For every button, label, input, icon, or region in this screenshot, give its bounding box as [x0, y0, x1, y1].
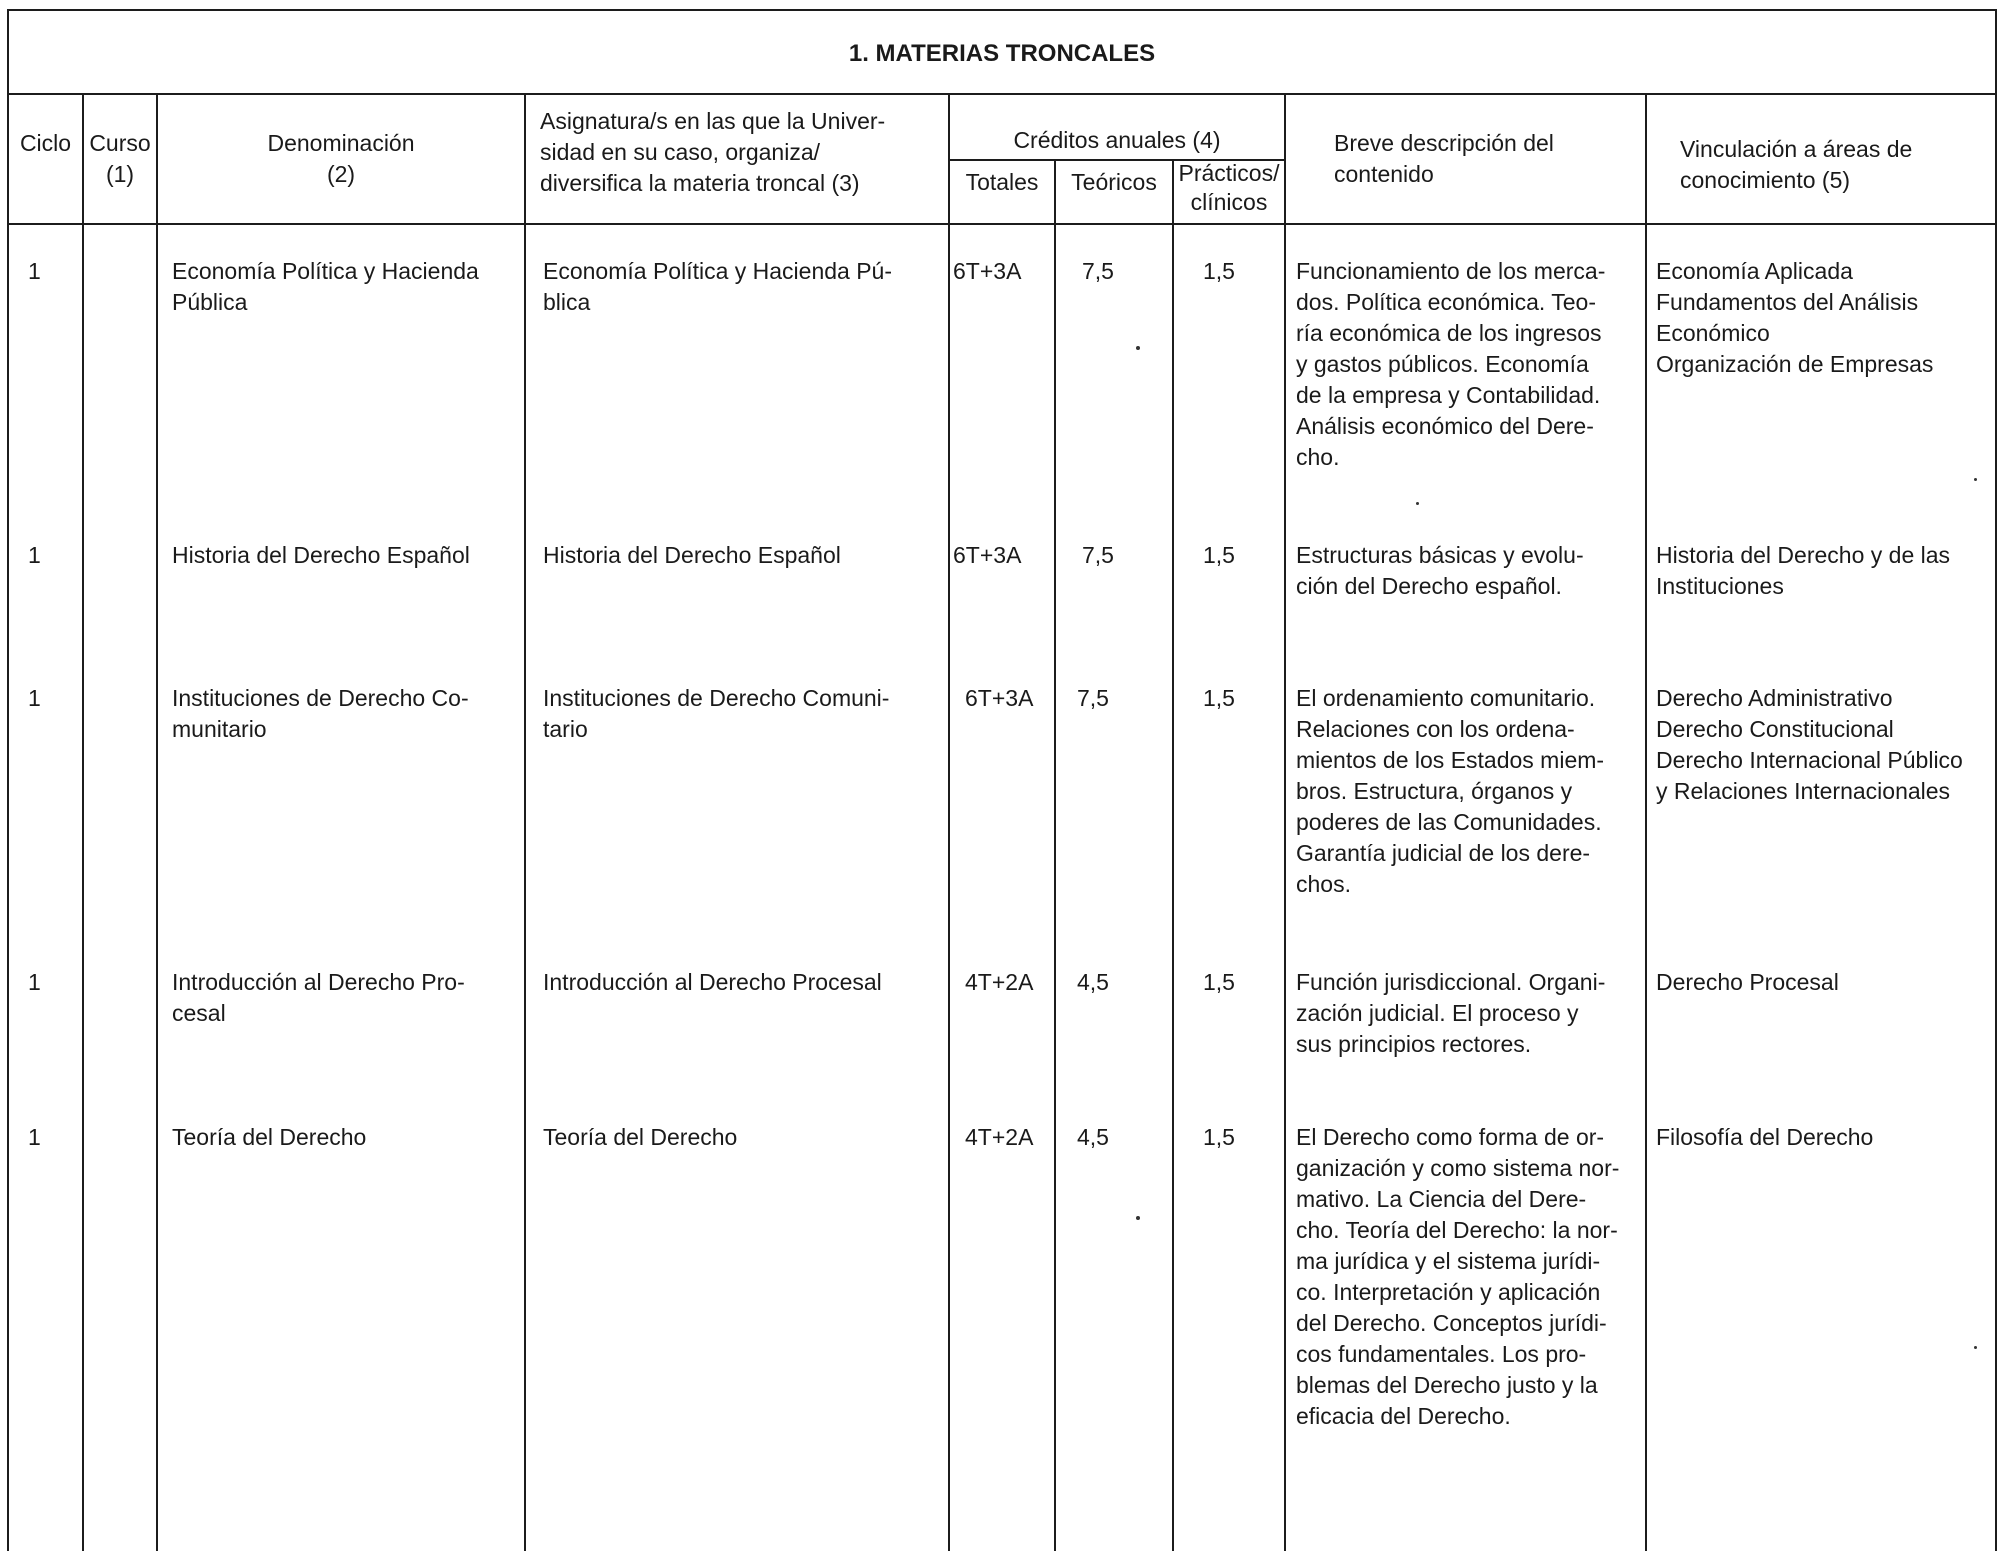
title-bottom-border — [7, 93, 1997, 95]
cell-ciclo: 1 — [28, 685, 41, 711]
cell-asignatura: Teoría del Derecho — [543, 1124, 738, 1150]
col-rule-asignatura-totales — [948, 93, 950, 1551]
scan-speck — [1136, 1216, 1140, 1220]
cell-totales: 4T+2A — [965, 969, 1034, 995]
cell-denominacion: Teoría del Derecho — [172, 1124, 367, 1150]
table-right-border — [1995, 9, 1997, 1551]
header-ciclo: Ciclo — [19, 130, 72, 156]
header-practicos: Prácticos/ clínicos — [1178, 160, 1280, 215]
scan-speck — [1416, 502, 1419, 505]
cell-areas: Historia del Derecho y de las Instituciones — [1656, 542, 1951, 599]
cell-asignatura: Instituciones de Derecho Comuni- tario — [543, 685, 890, 742]
cell-teoricos: 4,5 — [1077, 969, 1109, 995]
col-rule-ciclo-curso — [82, 93, 84, 1551]
scan-speck — [1974, 478, 1977, 481]
cell-practicos: 1,5 — [1203, 969, 1235, 995]
cell-totales: 6T+3A — [953, 542, 1022, 568]
header-denominacion: Denominación (2) — [267, 130, 415, 187]
cell-asignatura: Historia del Derecho Español — [543, 542, 841, 568]
cell-areas: Derecho Procesal — [1656, 969, 1839, 995]
col-rule-teoricos-practicos — [1172, 159, 1174, 1551]
header-curso: Curso (1) — [89, 130, 151, 187]
cell-practicos: 1,5 — [1203, 258, 1235, 284]
header-totales: Totales — [965, 169, 1039, 195]
cell-teoricos: 7,5 — [1082, 542, 1114, 568]
header-teoricos: Teóricos — [1071, 169, 1157, 195]
header-vinculacion: Vinculación a áreas de conocimiento (5) — [1680, 136, 1913, 193]
cell-denominacion: Economía Política y Hacienda Pública — [172, 258, 479, 315]
header-asignaturas: Asignatura/s en las que la Univer- sidad en su caso, organiza/ diversifica la materia troncal (3) — [540, 108, 886, 196]
cell-ciclo: 1 — [28, 542, 41, 568]
cell-denominacion: Introducción al Derecho Pro- cesal — [172, 969, 465, 1026]
col-rule-denominacion-asignatura — [524, 93, 526, 1551]
header-bottom-border — [7, 223, 1997, 225]
col-rule-totales-teoricos — [1054, 159, 1056, 1551]
cell-descripcion: El Derecho como forma de or- ganización y como sistema nor- mativo. La Ciencia del Dere- cho. Teoría del Derecho: la nor- ma jurídica y el sistema jurídi- co. Interpretación y aplicación del Derecho. Conceptos jurídi- cos fundamentales. Los pro- blemas del Derecho justo y la eficacia del Derecho. — [1296, 1124, 1620, 1429]
cell-areas: Filosofía del Derecho — [1656, 1124, 1874, 1150]
table-left-border — [7, 9, 9, 1551]
cell-teoricos: 4,5 — [1077, 1124, 1109, 1150]
cell-ciclo: 1 — [28, 258, 41, 284]
scan-speck — [1974, 1346, 1977, 1349]
cell-totales: 6T+3A — [953, 258, 1022, 284]
col-rule-descripcion-vinculacion — [1645, 93, 1647, 1551]
cell-areas: Economía Aplicada Fundamentos del Análisis Económico Organización de Empresas — [1656, 258, 1934, 377]
cell-totales: 4T+2A — [965, 1124, 1034, 1150]
cell-totales: 6T+3A — [965, 685, 1034, 711]
header-descripcion: Breve descripción del contenido — [1334, 130, 1554, 187]
table-top-border — [7, 9, 1997, 11]
cell-ciclo: 1 — [28, 1124, 41, 1150]
header-creditos-anuales: Créditos anuales (4) — [1013, 127, 1221, 153]
cell-asignatura: Introducción al Derecho Procesal — [543, 969, 882, 995]
cell-denominacion: Instituciones de Derecho Co- munitario — [172, 685, 469, 742]
col-rule-curso-denominacion — [156, 93, 158, 1551]
scan-speck — [1136, 346, 1140, 350]
col-rule-practicos-descripcion — [1284, 93, 1286, 1551]
cell-asignatura: Economía Política y Hacienda Pú- blica — [543, 258, 893, 315]
cell-practicos: 1,5 — [1203, 1124, 1235, 1150]
cell-practicos: 1,5 — [1203, 542, 1235, 568]
cell-ciclo: 1 — [28, 969, 41, 995]
cell-descripcion: Función jurisdiccional. Organi- zación judicial. El proceso y sus principios rectores. — [1296, 969, 1606, 1057]
cell-practicos: 1,5 — [1203, 685, 1235, 711]
cell-descripcion: El ordenamiento comunitario. Relaciones con los ordena- mientos de los Estados miem- bros. Estructura, órganos y poderes de las Comunidades. Garantía judicial de los dere- chos. — [1296, 685, 1605, 897]
cell-denominacion: Historia del Derecho Español — [172, 542, 470, 568]
cell-areas: Derecho Administrativo Derecho Constitucional Derecho Internacional Público y Relaciones Internacionales — [1656, 685, 1963, 804]
cell-teoricos: 7,5 — [1077, 685, 1109, 711]
cell-descripcion: Estructuras básicas y evolu- ción del Derecho español. — [1296, 542, 1584, 599]
cell-teoricos: 7,5 — [1082, 258, 1114, 284]
table-title: 1. MATERIAS TRONCALES — [848, 40, 1156, 67]
cell-descripcion: Funcionamiento de los merca- dos. Política económica. Teo- ría económica de los ingresos y gastos públicos. Economía de la empresa y Contabilidad. Análisis económico del Dere- cho. — [1296, 258, 1606, 470]
